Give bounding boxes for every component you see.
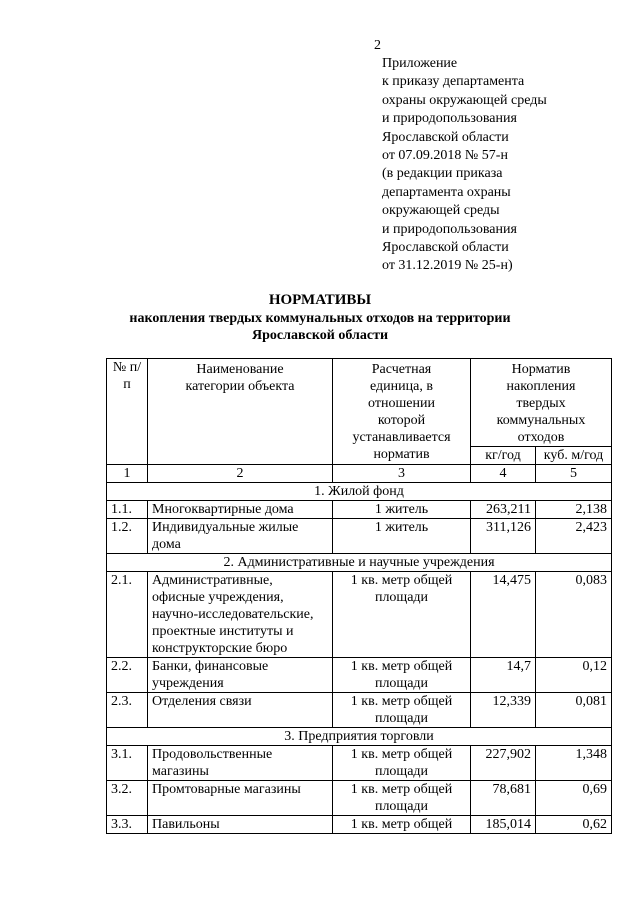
row-category: Банки, финансовые учреждения <box>148 658 333 693</box>
header-num: № п/п <box>107 359 148 465</box>
title-line: накопления твердых коммунальных отходов на территории <box>129 310 511 326</box>
col-number: 1 <box>107 465 148 483</box>
section-row <box>107 728 612 746</box>
table-header-row <box>107 359 612 447</box>
row-norm-kg: 311,126 <box>471 519 536 554</box>
appendix-line: Приложение <box>382 56 458 71</box>
row-unit: 1 кв. метр общей площади <box>333 572 471 658</box>
row-category: Продовольственные магазины <box>148 746 333 781</box>
row-unit: 1 житель <box>333 501 471 519</box>
row-category: Отделения связи <box>148 693 333 728</box>
row-unit: 1 кв. метр общей площади <box>333 693 471 728</box>
header-norm: Норматив накопления твердых коммунальных отходов <box>471 359 612 447</box>
row-norm-m3: 1,348 <box>536 746 612 781</box>
row-norm-kg: 227,902 <box>471 746 536 781</box>
row-norm-kg: 14,7 <box>471 658 536 693</box>
row-norm-kg: 185,014 <box>471 816 536 834</box>
row-norm-m3: 0,12 <box>536 658 612 693</box>
title-line: Ярославской области <box>251 328 389 343</box>
section-title: 2. Административные и научные учреждения <box>107 554 612 572</box>
header-m3: куб. м/год <box>536 447 612 465</box>
section-title: 1. Жилой фонд <box>107 483 612 501</box>
col-number: 4 <box>471 465 536 483</box>
norms-table <box>106 358 612 834</box>
row-category: Павильоны <box>148 816 333 834</box>
section-title: 3. Предприятия торговли <box>107 728 612 746</box>
row-unit: 1 житель <box>333 519 471 554</box>
row-number: 2.1. <box>107 572 148 658</box>
row-unit: 1 кв. метр общей <box>333 816 471 834</box>
appendix-line: (в редакции приказа <box>382 166 503 182</box>
row-number: 3.3. <box>107 816 148 834</box>
appendix-line: Ярославской области <box>382 240 509 256</box>
row-norm-m3: 2,423 <box>536 519 612 554</box>
row-norm-m3: 2,138 <box>536 501 612 519</box>
appendix-line: и природопользования <box>382 221 517 237</box>
row-norm-kg: 263,211 <box>471 501 536 519</box>
table-row <box>107 746 612 781</box>
table-row <box>107 572 612 658</box>
appendix-line: и природопользования <box>382 111 517 127</box>
header-unit: Расчетная единица, в отношении которой устанавливается норматив <box>333 359 471 465</box>
header-name: Наименование категории объекта <box>148 359 333 465</box>
appendix-line: Ярославской области <box>382 129 509 145</box>
row-norm-m3: 0,62 <box>536 816 612 834</box>
row-number: 1.1. <box>107 501 148 519</box>
col-number: 2 <box>148 465 333 483</box>
column-numbers-row <box>107 465 612 483</box>
table-row <box>107 693 612 728</box>
document-title <box>0 292 640 345</box>
table-row <box>107 781 612 816</box>
table-row <box>107 816 612 834</box>
row-number: 3.1. <box>107 746 148 781</box>
row-unit: 1 кв. метр общей площади <box>333 781 471 816</box>
row-number: 2.3. <box>107 693 148 728</box>
row-unit: 1 кв. метр общей площади <box>333 658 471 693</box>
appendix-line: охраны окружающей среды <box>382 92 547 108</box>
title-line: НОРМАТИВЫ <box>268 292 372 308</box>
appendix-line: от 31.12.2019 № 25-н) <box>382 258 513 274</box>
table-row <box>107 658 612 693</box>
row-norm-kg: 14,475 <box>471 572 536 658</box>
row-category: Многоквартирные дома <box>148 501 333 519</box>
row-category: Промтоварные магазины <box>148 781 333 816</box>
row-number: 2.2. <box>107 658 148 693</box>
col-number: 3 <box>333 465 471 483</box>
appendix-line: от 07.09.2018 № 57-н <box>382 148 508 164</box>
page-number: 2 <box>374 38 381 53</box>
col-number: 5 <box>536 465 612 483</box>
header-kg: кг/год <box>471 447 536 465</box>
row-norm-m3: 0,081 <box>536 693 612 728</box>
row-category: Индивидуальные жилые дома <box>148 519 333 554</box>
appendix-line: департамента охраны <box>382 184 511 200</box>
row-unit: 1 кв. метр общей площади <box>333 746 471 781</box>
row-category: Административные, офисные учреждения, научно-исследовательские, проектные институты и конструкторские бюро <box>148 572 333 658</box>
table-row <box>107 519 612 554</box>
table-row <box>107 501 612 519</box>
row-number: 3.2. <box>107 781 148 816</box>
section-row <box>107 554 612 572</box>
row-norm-m3: 0,69 <box>536 781 612 816</box>
appendix-line: окружающей среды <box>382 203 500 219</box>
row-norm-kg: 78,681 <box>471 781 536 816</box>
section-row <box>107 483 612 501</box>
row-norm-m3: 0,083 <box>536 572 612 658</box>
appendix-note <box>382 55 632 276</box>
row-number: 1.2. <box>107 519 148 554</box>
row-norm-kg: 12,339 <box>471 693 536 728</box>
appendix-line: к приказу департамента <box>382 74 525 90</box>
